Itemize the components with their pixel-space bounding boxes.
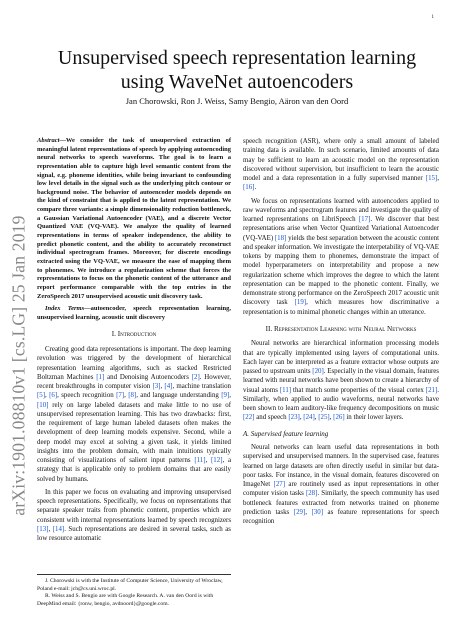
abstract-text: —We consider the task of unsupervised extraction of meaningful latent representations of speech by applying autoencoding neural networks to speech waveforms. The goal is to learn a representation able to capture high level semantic content from the signal, e.g. phoneme identities, while being invariant to confounding low level details in the signal such as the underlying pitch contour or background noise. The behavior of autoencoder models depends on the kind of constraint that is applied to the latent representation. We compare three variants: a simple dimensionality reduction bottleneck, a Gaussian Variational Autoencoder (VAE), and a discrete Vector Quantized VAE (VQ-VAE). We analyze the quality of learned representations in terms of speaker independence, the ability to predict phonetic content, and the ability to accurately reconstruct individual spectrogram frames. Moreover, for discrete encodings extracted using the VQ-VAE, we measure the ease of mapping them to phonemes. We introduce a regularization scheme that forces the representations to focus on the phonetic content of the utterance and report performance comparable with the top entries in the ZeroSpeech 2017 unsupervised acoustic unit discovery task. (37, 137, 231, 300)
section2-paragraph-1: Neural networks are hierarchical information processing models that are typically implemented using layers of computational units. Each layer can be interpreted as a feature extractor whose outputs are passed to upstream units [20]. Especially in the visual domain, features learned with neural networks have been shown to create a hierarchy of visual atoms [11] that match some properties of the visual cortex [21]. Similarly, when applied to audio waveforms, neural networks have been shown to learn auditory-like frequency decompositions on music [22] and speech [23], [24], [25], [26] in their lower layers. (243, 340, 439, 422)
citation-link[interactable]: [5] (37, 392, 46, 400)
section-heading-introduction: I. Introduction (111, 330, 157, 339)
abstract (37, 137, 231, 301)
citation-link[interactable]: [19] (294, 299, 307, 307)
citation-link[interactable]: [28] (305, 490, 318, 498)
citation-link[interactable]: [3] (152, 383, 161, 391)
right-column (243, 137, 439, 530)
citation-link[interactable]: [6] (49, 392, 58, 400)
citation-link[interactable]: [21] (425, 386, 438, 394)
citation-link[interactable]: [26] (333, 414, 345, 422)
paper-authors: Jan Chorowski, Ron J. Weiss, Samy Bengio, Aäron van den Oord (125, 96, 349, 106)
index-terms-label: Index Terms (45, 305, 85, 313)
intro-paragraph-1: Creating good data representations is important. The deep learning revolution was triggered by the development of hierarchical representation learning algorithms, such as stacked Restricted Boltzman Machines [1] and Denoising Autoencoders [2]. However, recent breakthroughs in computer vision [3], [4], machine translation [5], [6], speech recognition [7], [8], and language understanding [9], [10] rely on large labeled datasets and make little to no use of unsupervised representation learning. This has two drawbacks: first, the requirement of large human labeled datasets often makes the development of deep learning models expensive. Second, while a deep model may excel at solving a given task, it yields limited insights into the problem domain, with main intuitions typically consisting of visualizations of salient input patterns [11], [12], a strategy that is applicable only to problem domains that are easily solved by humans. (37, 346, 232, 483)
footnote-affiliation-1: J. Chorowski is with the Institute of Computer Science, University of Wroclaw, Poland e-mail: jch@cs.uni.wroc.pl. (37, 578, 223, 592)
citation-link[interactable]: [15] (425, 175, 438, 182)
citation-link[interactable]: [1] (96, 373, 105, 381)
subsection-heading-supervised: A. Supervised feature learning (243, 429, 329, 438)
citation-link[interactable]: [11] (194, 457, 206, 465)
page-number: 1 (431, 15, 434, 20)
arxiv-sidebar (2, 150, 36, 580)
intro-paragraph-3: speech recognition (ASR), where only a small amount of labeled training data is available. In such scenario, limited amounts of data may be sufficient to learn an acoustic model on the representation discovered without supervision, but insufficient to learn the acoustic model and a data representation in a fully supervised manner [15], [16]. (243, 138, 439, 192)
footnote-affiliation-2: R. Weiss and S. Bengio are with Google Research. A. van den Oord is with DeepMind email: {ronw, bengio, avdnoord}@google.com. (37, 593, 214, 607)
left-column (37, 137, 231, 547)
citation-link[interactable]: [23] (288, 414, 300, 422)
citation-link[interactable]: [14] (52, 525, 65, 533)
citation-link[interactable]: [18] (274, 234, 287, 242)
citation-link[interactable]: [9] (221, 392, 230, 400)
abstract-label: Abstract (37, 137, 60, 144)
section-heading-representation-learning: II. Representation Learning with Neural Networks (265, 324, 417, 333)
citation-link[interactable]: [24] (303, 414, 315, 422)
citation-link[interactable]: [4] (164, 383, 173, 391)
index-terms-text: —autoencoder, speech representation learning, unsupervised learning, acoustic unit discovery (37, 305, 231, 321)
section2-paragraph-2: Neural networks can learn useful data representations in both supervised and unsupervised manners. In the supervised case, features learned on large datasets are often directly useful in similar but data-poor tasks. For instance, in the visual domain, features discovered on ImageNet [27] are routinely used as input representations in other computer vision tasks [28]. Similarly, the speech community has used bottleneck features extracted from networks trained on phoneme prediction tasks [29], [30] as feature representations for speech recognition (243, 444, 439, 526)
citation-link[interactable]: [10] (37, 401, 49, 409)
citation-link[interactable]: [8] (128, 392, 137, 400)
citation-link[interactable]: [25] (318, 414, 330, 422)
intro-paragraph-4: We focus on representations learned with autoencoders applied to raw waveforms and spectrogram features and investigate the quality of learned representations on LibriSpeech [17]. We discover that best representations arise when Vector Quantized Variational Autoencoder (VQ-VAE) [18] yields the best separation between the acoustic content and speaker information. We investigate the interpetability of VQ-VAE tokens by mapping them to phonemes, demonstrate the impact of model hyperparameters on interpretability and propose a new regularization scheme which improves the degree to which the latent representation can be mapped to the phonetic content. Finally, we demonstrate strong performance on the ZeroSpeech 2017 acoustic unit discovery task [19], which measures how discriminative a representation is to minimal phonetic changes within an utterance. (243, 197, 439, 316)
intro-paragraph-2: In this paper we focus on evaluating and improving unsupervised speech representations. Specifically, we focus on representations that separate speaker traits from phonetic content, properties which are consistent with internal representations learned by speech recognizers [13], [14]. Such representations are desired in several tasks, such as low resource automatic (37, 488, 231, 543)
citation-link[interactable]: [29] (293, 508, 306, 516)
citation-link[interactable]: [20] (312, 368, 324, 376)
citation-link[interactable]: [12] (211, 457, 223, 465)
citation-link[interactable]: [30] (311, 508, 323, 516)
citation-link[interactable]: [13] (37, 525, 49, 533)
citation-link[interactable]: [7] (116, 392, 125, 400)
citation-link[interactable]: [11] (279, 386, 292, 394)
arxiv-identifier: arXiv:1901.08810v1 [cs.LG] 25 Jan 2019 (8, 214, 29, 516)
index-terms (37, 305, 231, 322)
citation-link[interactable]: [2] (191, 373, 200, 381)
citation-link[interactable]: [27] (273, 481, 286, 489)
citation-link[interactable]: [16] (243, 184, 255, 192)
citation-link[interactable]: [22] (243, 414, 255, 422)
citation-link[interactable]: [17] (358, 216, 371, 223)
paper-title: Unsupervised speech representation learning using WaveNet autoencoders (57, 47, 417, 93)
footnotes (37, 574, 231, 608)
